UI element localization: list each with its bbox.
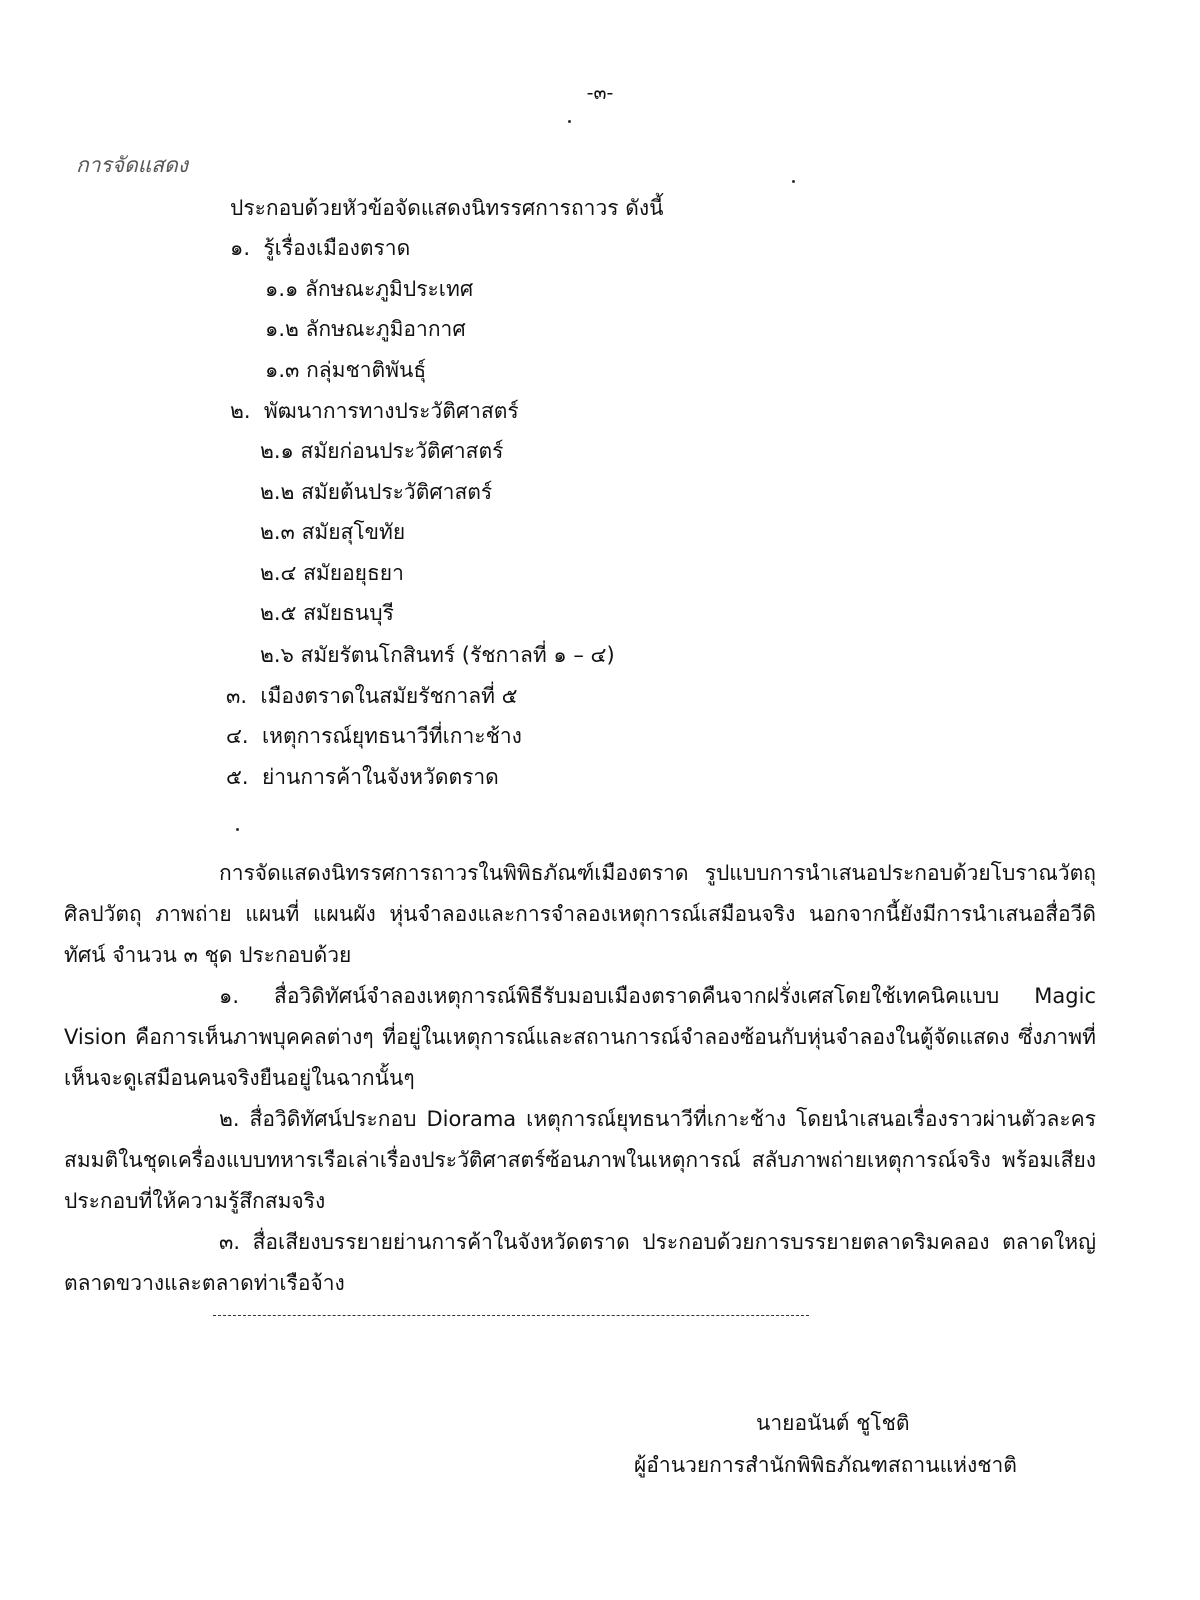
outline-number: ๒.๖ [260,643,294,667]
outline-subitem [265,314,466,344]
signer-name: นายอนันต์ ชูโชติ [756,1411,910,1435]
outline-item [226,762,499,792]
outline-number: ๑.๓ [265,358,300,382]
outline-text: เมืองตราดในสมัยรัชกาลที่ ๕ [260,684,518,708]
outline-text: ย่านการค้าในจังหวัดตราด [261,765,499,789]
outline-text: เหตุการณ์ยุทธนาวีที่เกาะช้าง [261,724,522,748]
outline-item [226,681,518,711]
outline-text: รู้เรื่องเมืองตราด [263,236,411,260]
outline-number: ๕. [226,765,249,789]
scan-speck [568,120,571,123]
outline-text: สมัยก่อนประวัติศาสตร์ [300,439,504,463]
outline-item [230,396,519,426]
outline-number: ๔. [226,724,249,748]
section-heading: การจัดแสดง [76,153,188,177]
outline-number: ๒.๑ [260,439,294,463]
dashed-separator [213,1315,809,1316]
outline-subitem [260,598,394,628]
outline-text: สมัยธนบุรี [303,601,394,625]
outline-text: กลุ่มชาติพันธุ์ [306,358,427,382]
signer-title: ผู้อำนวยการสำนักพิพิธภัณฑสถานแห่งชาติ [634,1453,1017,1477]
outline-number: ๒. [230,399,251,423]
outline-number: ๑.๒ [265,317,299,341]
outline-number: ๑. [230,236,251,260]
outline-text: สมัยรัตนโกสินทร์ (รัชกาลที่ ๑ – ๔) [300,643,615,667]
scan-speck [236,828,239,831]
outline-text: พัฒนาการทางประวัติศาสตร์ [263,399,519,423]
page-number: -๓- [586,82,614,104]
outline-number: ๓. [226,684,248,708]
outline-text: สมัยสุโขทัย [301,520,406,544]
outline-subitem [260,436,503,466]
outline-subitem [260,558,404,588]
paragraph-intro: การจัดแสดงนิทรรศการถาวรในพิพิธภัณฑ์เมืองตราด รูปแบบการนำเสนอประกอบด้วยโบราณวัตถุ ศิลปวัตถุ ภาพถ่าย แผนที่ แผนผัง หุ่นจำลองและการจำลองเหตุการณ์เสมือนจริง นอกจากนี้ยังมีการนำเสนอสื่อวีดิทัศน์ จำนวน ๓ ชุด ประกอบด้วย [64,861,1096,967]
outline-subitem [260,517,405,547]
outline-subitem [260,477,492,507]
intro-line: ประกอบด้วยหัวข้อจัดแสดงนิทรรศการถาวร ดังนี้ [230,196,664,220]
scan-speck [792,180,795,183]
paragraph-item-3: ๓. สื่อเสียงบรรยายย่านการค้าในจังหวัดตราด ประกอบด้วยการบรรยายตลาดริมคลอง ตลาดใหญ่ ตลาดขวางและตลาดท่าเรือจ้าง [64,1230,1096,1295]
outline-subitem [265,274,473,304]
paragraph-item-1: ๑. สื่อวิดิทัศน์จำลองเหตุการณ์พิธีรับมอบเมืองตราดคืนจากฝรั่งเศสโดยใช้เทคนิคแบบ Magic Vision คือการเห็นภาพบุคคลต่างๆ ที่อยู่ในเหตุการณ์และสถานการณ์จำลองซ้อนกับหุ่นจำลองในตู้จัดแสดง ซึ่งภาพที่เห็นจะดูเสมือนคนจริงยืนอยู่ในฉากนั้นๆ [64,984,1096,1090]
outline-number: ๑.๑ [265,277,299,301]
outline-number: ๒.๕ [260,601,297,625]
outline-text: สมัยอยุธยา [303,561,404,585]
outline-item [230,233,410,263]
outline-subitem [265,355,426,385]
outline-number: ๒.๒ [260,480,295,504]
paragraph-item-2: ๒. สื่อวิดิทัศน์ประกอบ Diorama เหตุการณ์ยุทธนาวีที่เกาะช้าง โดยนำเสนอเรื่องราวผ่านตัวละครสมมติในชุดเครื่องแบบทหารเรือเล่าเรื่องประวัติศาสตร์ซ้อนภาพในเหตุการณ์ สลับภาพถ่ายเหตุการณ์จริง พร้อมเสียงประกอบที่ให้ความรู้สึกสมจริง [64,1107,1096,1213]
outline-subitem [260,640,615,670]
outline-text: ลักษณะภูมิประเทศ [305,277,474,301]
outline-text: ลักษณะภูมิอากาศ [305,317,466,341]
outline-text: สมัยต้นประวัติศาสตร์ [301,480,493,504]
outline-number: ๒.๔ [260,561,297,585]
outline-number: ๒.๓ [260,520,295,544]
outline-item [226,721,522,751]
